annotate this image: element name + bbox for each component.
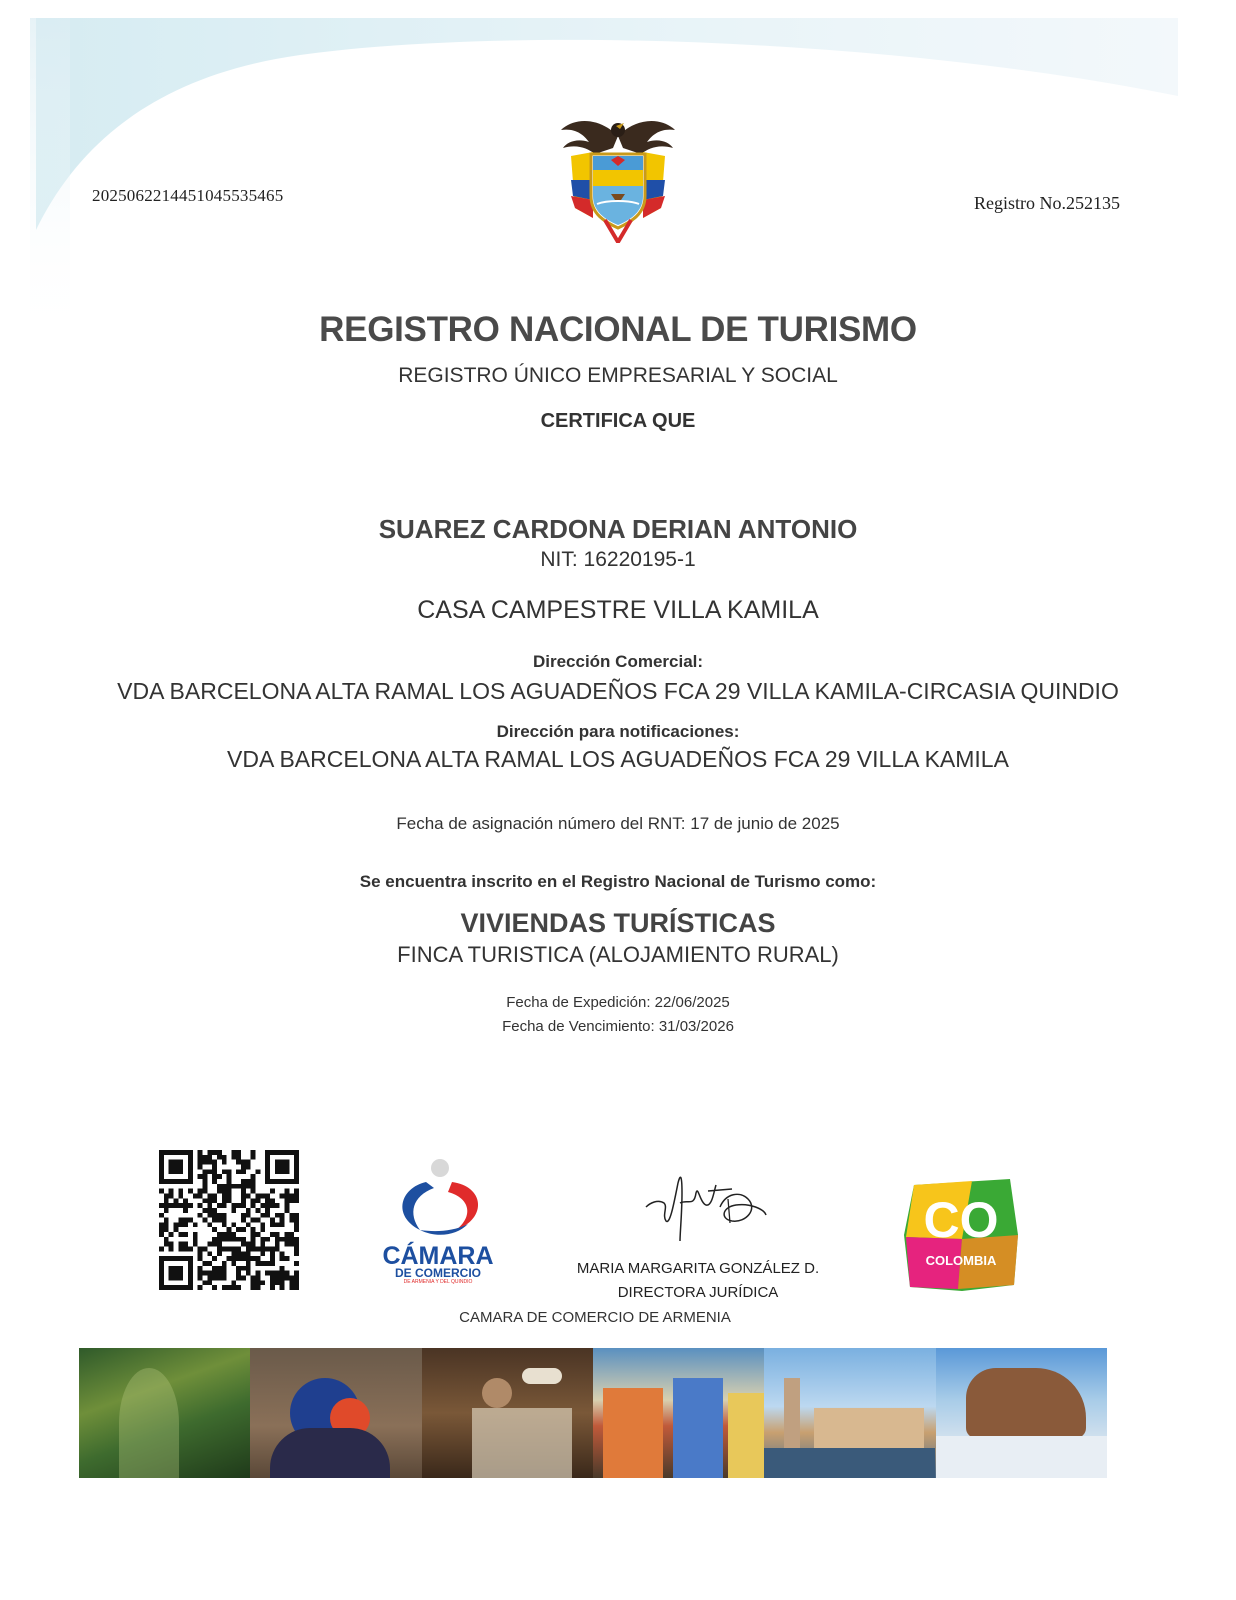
banner-forest-photo <box>79 1348 250 1478</box>
subcategory: FINCA TURISTICA (ALOJAMIENTO RURAL) <box>397 942 839 967</box>
banner-people-photo <box>422 1348 593 1478</box>
banner-colonial-street-photo <box>593 1348 764 1478</box>
notification-address: VDA BARCELONA ALTA RAMAL LOS AGUADEÑOS FCA 29 VILLA KAMILA <box>227 746 1009 772</box>
registered-as-label: Se encuentra inscrito en el Registro Nacional de Turismo como: <box>359 872 877 891</box>
certifica-heading: CERTIFICA QUE <box>540 410 696 432</box>
camara-subword: DE COMERCIO <box>394 1266 481 1280</box>
commercial-address: VDA BARCELONA ALTA RAMAL LOS AGUADEÑOS FCA 29 VILLA KAMILA-CIRCASIA QUINDIO <box>117 678 1119 704</box>
banner-condor-photo <box>250 1348 421 1478</box>
holder-name: SUAREZ CARDONA DERIAN ANTONIO <box>378 514 858 544</box>
notification-address-label: Dirección para notificaciones: <box>496 722 740 741</box>
holder-nit: NIT: 16220195-1 <box>540 548 696 571</box>
document-code: 2025062214451045535465 <box>92 186 284 205</box>
photo-banner <box>79 1348 1107 1478</box>
coat-of-arms-icon <box>553 108 683 243</box>
document-title: REGISTRO NACIONAL DE TURISMO <box>319 310 917 349</box>
signer-role: DIRECTORA JURÍDICA <box>617 1284 779 1301</box>
camara-logo-icon <box>378 1158 498 1283</box>
colombia-word: COLOMBIA <box>925 1253 997 1268</box>
commercial-address-label: Dirección Comercial: <box>532 652 704 671</box>
document-subtitle: REGISTRO ÚNICO EMPRESARIAL Y SOCIAL <box>398 364 838 387</box>
issue-date: Fecha de Expedición: 22/06/2025 <box>506 994 730 1011</box>
category: VIVIENDAS TURÍSTICAS <box>460 908 776 938</box>
camara-swoosh-icon <box>378 1158 498 1238</box>
rnt-assignment-date: Fecha de asignación número del RNT: 17 de junio de 2025 <box>396 814 840 833</box>
signer-name: MARIA MARGARITA GONZÁLEZ D. <box>576 1260 820 1277</box>
colombia-brand-icon <box>902 1175 1020 1293</box>
expiry-date: Fecha de Vencimiento: 31/03/2026 <box>502 1018 734 1035</box>
qr-code-icon[interactable] <box>158 1150 300 1290</box>
camara-tagline: DE ARMENIA Y DEL QUINDIO <box>403 1279 473 1285</box>
banner-cathedral-photo <box>764 1348 935 1478</box>
co-mark: CO <box>923 1192 999 1248</box>
signer-organization: CAMARA DE COMERCIO DE ARMENIA <box>459 1309 731 1326</box>
camara-word: CÁMARA <box>382 1242 494 1270</box>
registro-number: Registro No.252135 <box>974 193 1120 213</box>
banner-rock-photo <box>936 1348 1107 1478</box>
establishment-name: CASA CAMPESTRE VILLA KAMILA <box>417 596 819 624</box>
signature-icon <box>636 1163 772 1245</box>
